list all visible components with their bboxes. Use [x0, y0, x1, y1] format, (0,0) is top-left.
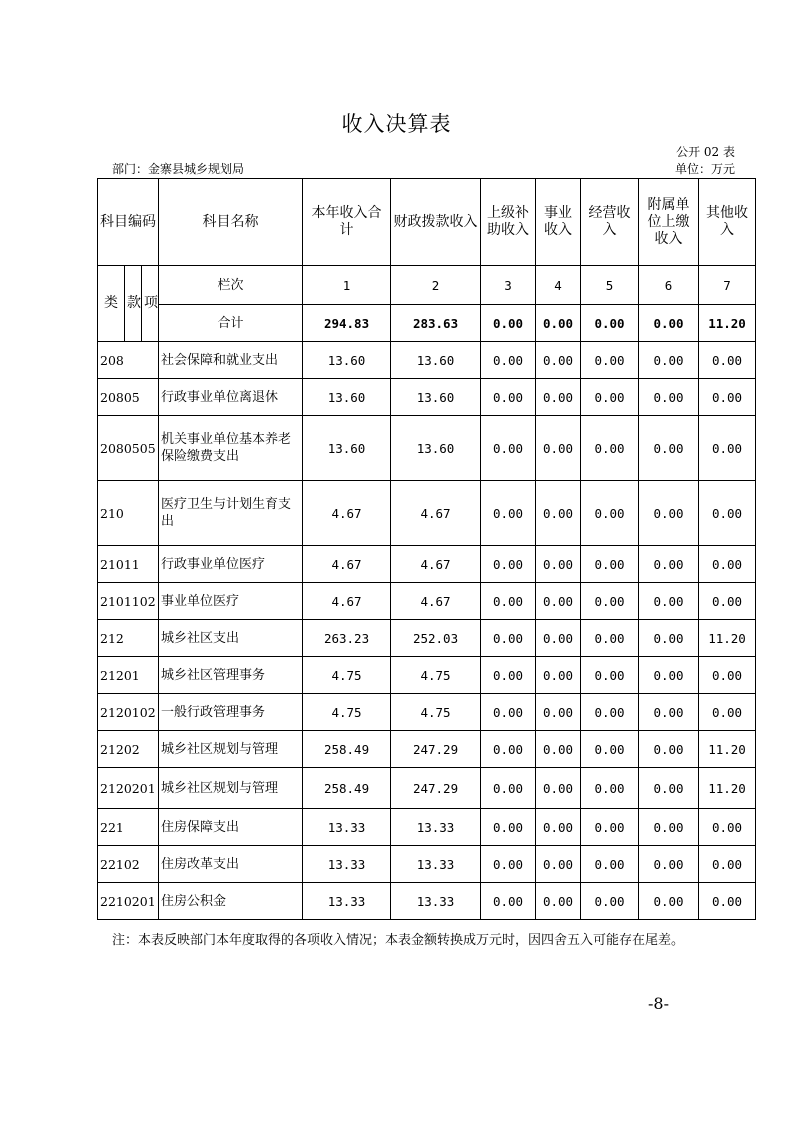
table-row — [98, 342, 756, 379]
amount-cell: 0.00 — [581, 342, 639, 379]
amount-cell: 0.00 — [581, 379, 639, 416]
amount-cell: 0.00 — [639, 694, 699, 731]
lei-header: 类 — [98, 266, 125, 342]
amount-cell: 0.00 — [581, 883, 639, 920]
amount-cell: 4.67 — [391, 583, 481, 620]
amount-cell: 13.33 — [303, 846, 391, 883]
amount-cell: 4.67 — [391, 481, 481, 546]
subject-name: 医疗卫生与计划生育支出 — [159, 481, 303, 546]
amount-cell: 0.00 — [536, 416, 581, 481]
amount-cell: 0.00 — [699, 416, 756, 481]
amount-cell: 0.00 — [639, 342, 699, 379]
col-number: 6 — [639, 266, 699, 305]
amount-cell: 0.00 — [481, 694, 536, 731]
col-header-6: 附属单位上缴收入 — [639, 179, 699, 266]
amount-cell: 0.00 — [481, 416, 536, 481]
amount-cell: 0.00 — [481, 846, 536, 883]
col-header-2: 财政拨款收入 — [391, 179, 481, 266]
table-row — [98, 809, 756, 846]
amount-cell: 0.00 — [536, 657, 581, 694]
footnote: 注：本表反映部门本年度取得的各项收入情况；本表金额转换成万元时，因四舍五入可能存在尾差。 — [112, 933, 685, 948]
subject-name: 机关事业单位基本养老保险缴费支出 — [159, 416, 303, 481]
code-group-header: 科目编码 — [98, 179, 159, 266]
amount-cell: 0.00 — [639, 846, 699, 883]
col-header-4: 事业收入 — [536, 179, 581, 266]
amount-cell: 252.03 — [391, 620, 481, 657]
col-number: 5 — [581, 266, 639, 305]
amount-cell: 11.20 — [699, 620, 756, 657]
table-row — [98, 620, 756, 657]
amount-cell: 0.00 — [699, 583, 756, 620]
amount-cell: 0.00 — [699, 883, 756, 920]
amount-cell: 4.67 — [303, 546, 391, 583]
total-value: 0.00 — [639, 305, 699, 342]
unit-label: 单位：万元 — [674, 162, 735, 176]
amount-cell: 0.00 — [481, 883, 536, 920]
amount-cell: 0.00 — [699, 809, 756, 846]
amount-cell: 0.00 — [536, 846, 581, 883]
amount-cell: 13.60 — [303, 379, 391, 416]
col-header-7: 其他收入 — [699, 179, 756, 266]
subject-code: 21202 — [98, 731, 159, 768]
department-label: 部门：金寨县城乡规划局 — [112, 162, 245, 176]
amount-cell: 0.00 — [699, 546, 756, 583]
subject-name: 城乡社区规划与管理 — [159, 768, 303, 809]
table-row — [98, 694, 756, 731]
amount-cell: 13.33 — [391, 846, 481, 883]
amount-cell: 0.00 — [481, 342, 536, 379]
total-value: 283.63 — [391, 305, 481, 342]
amount-cell: 0.00 — [581, 546, 639, 583]
amount-cell: 0.00 — [481, 481, 536, 546]
subject-code: 2120102 — [98, 694, 159, 731]
amount-cell: 0.00 — [639, 416, 699, 481]
amount-cell: 0.00 — [699, 657, 756, 694]
amount-cell: 0.00 — [536, 883, 581, 920]
table-row — [98, 583, 756, 620]
table-row — [98, 846, 756, 883]
amount-cell: 13.60 — [391, 379, 481, 416]
amount-cell: 0.00 — [581, 657, 639, 694]
total-label: 合计 — [159, 305, 303, 342]
amount-cell: 0.00 — [581, 809, 639, 846]
col-number: 2 — [391, 266, 481, 305]
amount-cell: 0.00 — [536, 620, 581, 657]
amount-cell: 0.00 — [481, 620, 536, 657]
amount-cell: 0.00 — [639, 583, 699, 620]
subject-name: 行政事业单位医疗 — [159, 546, 303, 583]
amount-cell: 0.00 — [639, 768, 699, 809]
lanci-label: 栏次 — [159, 266, 303, 305]
amount-cell: 0.00 — [699, 694, 756, 731]
table-row — [98, 731, 756, 768]
amount-cell: 0.00 — [581, 731, 639, 768]
subject-name: 城乡社区规划与管理 — [159, 731, 303, 768]
amount-cell: 0.00 — [481, 657, 536, 694]
page-title: 收入决算表 — [341, 112, 452, 136]
col-number: 3 — [481, 266, 536, 305]
col-header-3: 上级补助收入 — [481, 179, 536, 266]
total-value: 0.00 — [536, 305, 581, 342]
amount-cell: 0.00 — [536, 342, 581, 379]
amount-cell: 0.00 — [699, 846, 756, 883]
subject-name: 城乡社区支出 — [159, 620, 303, 657]
amount-cell: 11.20 — [699, 768, 756, 809]
subject-code: 20805 — [98, 379, 159, 416]
name-header: 科目名称 — [159, 179, 303, 266]
col-header-5: 经营收入 — [581, 179, 639, 266]
amount-cell: 0.00 — [581, 620, 639, 657]
subject-code: 2101102 — [98, 583, 159, 620]
subject-code: 208 — [98, 342, 159, 379]
amount-cell: 0.00 — [581, 481, 639, 546]
amount-cell: 4.75 — [303, 657, 391, 694]
amount-cell: 0.00 — [581, 583, 639, 620]
col-header-1: 本年收入合计 — [303, 179, 391, 266]
amount-cell: 13.60 — [303, 416, 391, 481]
table-row — [98, 768, 756, 809]
kuan-header: 款 — [125, 266, 142, 342]
xiang-header: 项 — [142, 266, 159, 342]
amount-cell: 13.60 — [391, 416, 481, 481]
subject-name: 社会保障和就业支出 — [159, 342, 303, 379]
amount-cell: 0.00 — [639, 379, 699, 416]
amount-cell: 13.33 — [303, 883, 391, 920]
total-row — [98, 305, 756, 342]
amount-cell: 0.00 — [536, 694, 581, 731]
form-number: 公开 02 表 — [676, 145, 735, 159]
income-table — [97, 178, 756, 920]
amount-cell: 247.29 — [391, 768, 481, 809]
amount-cell: 0.00 — [639, 546, 699, 583]
amount-cell: 0.00 — [536, 809, 581, 846]
amount-cell: 0.00 — [536, 731, 581, 768]
subject-code: 2120201 — [98, 768, 159, 809]
total-value: 294.83 — [303, 305, 391, 342]
amount-cell: 0.00 — [639, 620, 699, 657]
subject-code: 212 — [98, 620, 159, 657]
col-number: 4 — [536, 266, 581, 305]
amount-cell: 0.00 — [481, 768, 536, 809]
amount-cell: 4.75 — [303, 694, 391, 731]
amount-cell: 0.00 — [699, 481, 756, 546]
subject-code: 21201 — [98, 657, 159, 694]
amount-cell: 13.33 — [303, 809, 391, 846]
amount-cell: 0.00 — [481, 809, 536, 846]
amount-cell: 11.20 — [699, 731, 756, 768]
header-row — [98, 179, 756, 266]
subject-code: 2080505 — [98, 416, 159, 481]
amount-cell: 263.23 — [303, 620, 391, 657]
amount-cell: 0.00 — [581, 846, 639, 883]
amount-cell: 13.33 — [391, 883, 481, 920]
subject-name: 事业单位医疗 — [159, 583, 303, 620]
subject-code: 22102 — [98, 846, 159, 883]
amount-cell: 0.00 — [536, 768, 581, 809]
amount-cell: 0.00 — [536, 546, 581, 583]
table-row — [98, 481, 756, 546]
subject-name: 一般行政管理事务 — [159, 694, 303, 731]
table-row — [98, 883, 756, 920]
amount-cell: 0.00 — [699, 379, 756, 416]
amount-cell: 0.00 — [481, 379, 536, 416]
amount-cell: 0.00 — [581, 694, 639, 731]
subject-name: 住房保障支出 — [159, 809, 303, 846]
page-number: -8- — [648, 994, 669, 1013]
amount-cell: 0.00 — [536, 481, 581, 546]
table-row — [98, 657, 756, 694]
amount-cell: 0.00 — [581, 416, 639, 481]
subject-code: 2210201 — [98, 883, 159, 920]
amount-cell: 13.60 — [391, 342, 481, 379]
subject-name: 行政事业单位离退休 — [159, 379, 303, 416]
amount-cell: 0.00 — [481, 546, 536, 583]
subject-name: 住房公积金 — [159, 883, 303, 920]
amount-cell: 258.49 — [303, 768, 391, 809]
amount-cell: 4.67 — [391, 546, 481, 583]
table-row — [98, 546, 756, 583]
subject-code: 221 — [98, 809, 159, 846]
subject-code: 21011 — [98, 546, 159, 583]
subject-name: 住房改革支出 — [159, 846, 303, 883]
amount-cell: 0.00 — [536, 583, 581, 620]
col-number: 1 — [303, 266, 391, 305]
column-number-row — [98, 266, 756, 305]
amount-cell: 0.00 — [639, 731, 699, 768]
total-value: 0.00 — [481, 305, 536, 342]
total-value: 0.00 — [581, 305, 639, 342]
total-value: 11.20 — [699, 305, 756, 342]
table-row — [98, 416, 756, 481]
amount-cell: 0.00 — [639, 481, 699, 546]
amount-cell: 0.00 — [536, 379, 581, 416]
subject-code: 210 — [98, 481, 159, 546]
amount-cell: 247.29 — [391, 731, 481, 768]
amount-cell: 0.00 — [481, 731, 536, 768]
amount-cell: 0.00 — [581, 768, 639, 809]
amount-cell: 4.75 — [391, 657, 481, 694]
amount-cell: 0.00 — [481, 583, 536, 620]
amount-cell: 13.60 — [303, 342, 391, 379]
amount-cell: 258.49 — [303, 731, 391, 768]
amount-cell: 0.00 — [639, 657, 699, 694]
table-row — [98, 379, 756, 416]
amount-cell: 0.00 — [699, 342, 756, 379]
amount-cell: 13.33 — [391, 809, 481, 846]
amount-cell: 0.00 — [639, 883, 699, 920]
col-number: 7 — [699, 266, 756, 305]
amount-cell: 4.67 — [303, 583, 391, 620]
amount-cell: 0.00 — [639, 809, 699, 846]
amount-cell: 4.75 — [391, 694, 481, 731]
subject-name: 城乡社区管理事务 — [159, 657, 303, 694]
amount-cell: 4.67 — [303, 481, 391, 546]
